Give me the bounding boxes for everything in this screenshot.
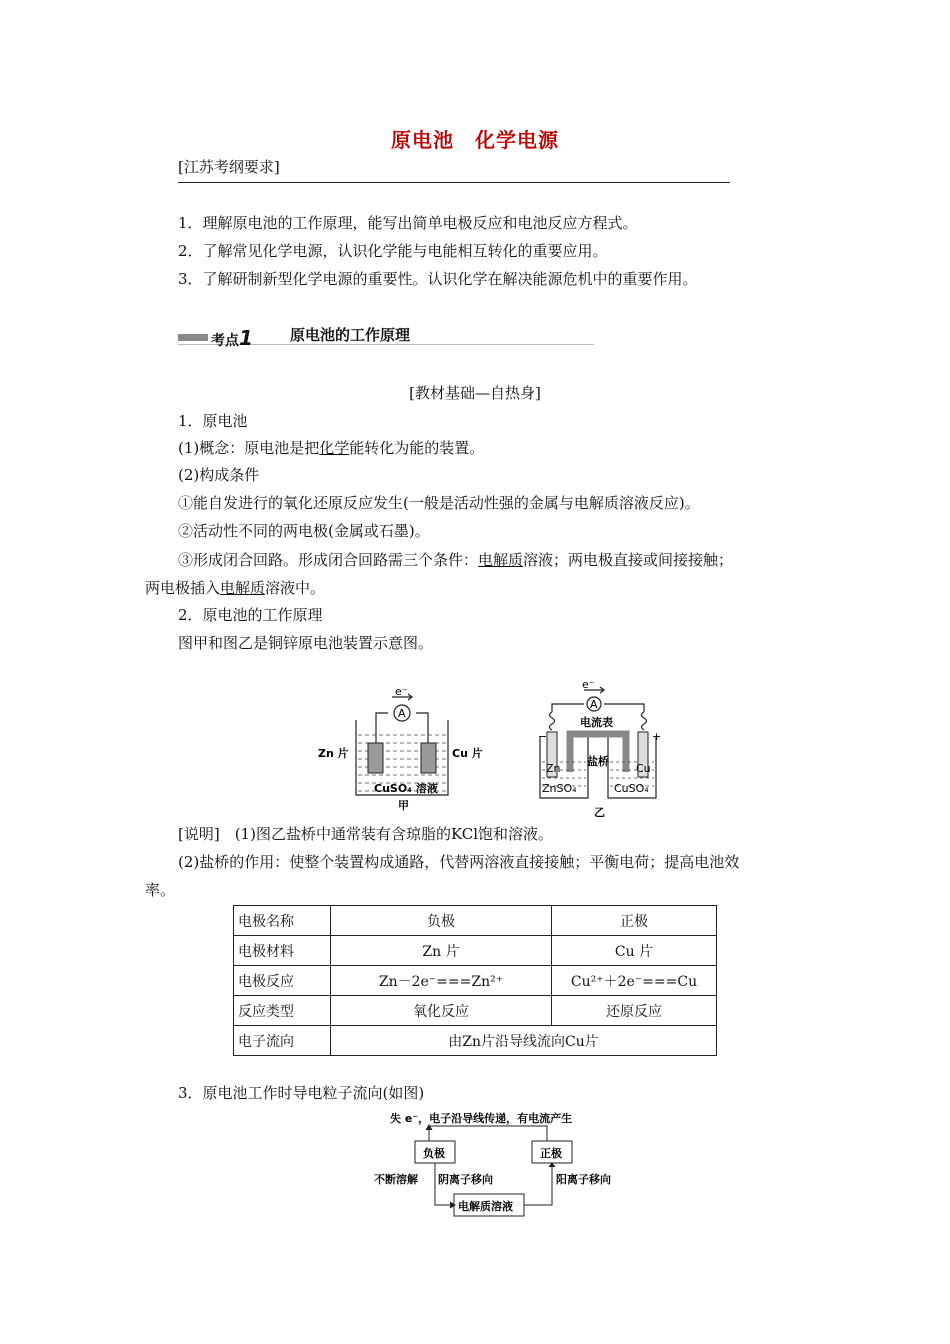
flow-cation: 阳离子移向 — [556, 1173, 611, 1186]
figure-caption: 乙 — [594, 806, 605, 819]
condition-3: ③形成闭合回路。形成闭合回路需三个条件：电解质溶液；两电极直接或间接接触； — [178, 551, 734, 569]
table-row — [234, 936, 717, 966]
plus-sign: + — [652, 730, 662, 743]
condition-2: ②活动性不同的两电极(金属或石墨)。 — [178, 522, 430, 540]
table-cell: 由Zn片沿导线流向Cu片 — [331, 1026, 717, 1056]
figure-yi — [532, 682, 667, 820]
divider — [178, 182, 730, 183]
table-row — [234, 1026, 717, 1056]
electrode-table — [233, 905, 717, 1056]
znso4-label: ZnSO₄ — [542, 782, 577, 795]
table-cell: 氧化反应 — [331, 996, 552, 1026]
section2-heading: 2．原电池的工作原理 — [178, 606, 323, 624]
zn-electrode — [368, 743, 383, 773]
minus-sign: − — [538, 730, 548, 743]
table-cell: Cu 片 — [552, 936, 717, 966]
cu-electrode — [421, 743, 436, 773]
requirement-item: 2．了解常见化学电源，认识化学能与电能相互转化的重要应用。 — [178, 242, 608, 260]
solution-label: CuSO₄ 溶液 — [374, 782, 438, 795]
table-row — [234, 966, 717, 996]
zn-label: Zn 片 — [318, 747, 349, 760]
note-2: (2)盐桥的作用：使整个装置构成通路，代替两溶液直接接触；平衡电荷；提高电池效 — [178, 853, 740, 871]
kaodian-title: 原电池的工作原理 — [290, 326, 411, 344]
cuso4-label: CuSO₄ — [614, 782, 649, 795]
page-title: 原电池 化学电源 — [391, 128, 559, 152]
table-cell: Cu²⁺＋2e⁻===Cu — [552, 966, 717, 996]
section3-heading: 3．原电池工作时导电粒子流向(如图) — [178, 1084, 425, 1102]
table-row — [234, 996, 717, 1026]
salt-bridge-label: 盐桥 — [587, 755, 609, 768]
figure-caption: 甲 — [398, 799, 409, 812]
meter-label: 电流表 — [580, 716, 613, 729]
table-cell: 反应类型 — [234, 996, 331, 1026]
zn-label: Zn — [546, 762, 561, 775]
flow-top-label: 失 e⁻，电子沿导线传递，有电流产生 — [390, 1112, 573, 1125]
electron-label: e⁻ — [395, 685, 408, 698]
table-cell: 电极名称 — [234, 906, 331, 936]
requirements-header: [江苏考纲要求] — [178, 158, 280, 176]
table-cell: 电极材料 — [234, 936, 331, 966]
table-cell: 电极反应 — [234, 966, 331, 996]
table-cell: Zn－2e⁻===Zn²⁺ — [331, 966, 552, 996]
flow-positive: 正极 — [540, 1147, 562, 1160]
section-subheader: [教材基础—自热身] — [409, 384, 541, 402]
ammeter-icon: A — [590, 698, 598, 711]
concept-line: (1)概念：原电池是把化学能转化为能的装置。 — [178, 439, 485, 457]
note-1: [说明] (1)图乙盐桥中通常装有含琼脂的KCl饱和溶液。 — [178, 825, 554, 843]
table-cell: 还原反应 — [552, 996, 717, 1026]
requirement-item: 3．了解研制新型化学电源的重要性。认识化学在解决能源危机中的重要作用。 — [178, 270, 698, 288]
kaodian-label: 考点1 — [211, 326, 253, 350]
flow-electrolyte: 电解质溶液 — [458, 1200, 513, 1213]
figure-jia — [316, 685, 496, 820]
electron-label: e⁻ — [582, 682, 595, 691]
ammeter-icon: A — [398, 707, 406, 720]
condition-3-cont: 两电极插入电解质溶液中。 — [145, 579, 326, 597]
requirement-item: 1．理解原电池的工作原理，能写出简单电极反应和电池反应方程式。 — [178, 214, 638, 232]
cu-label: Cu 片 — [452, 747, 483, 760]
table-row — [234, 906, 717, 936]
section2-intro: 图甲和图乙是铜锌原电池装置示意图。 — [178, 634, 434, 652]
note-2-cont: 率。 — [145, 881, 176, 899]
table-cell: 负极 — [331, 906, 552, 936]
cu-label: Cu — [636, 762, 651, 775]
table-cell: Zn 片 — [331, 936, 552, 966]
condition-1: ①能自发进行的氧化还原反应发生(一般是活动性强的金属与电解质溶液反应)。 — [178, 494, 700, 512]
table-cell: 正极 — [552, 906, 717, 936]
flow-negative: 负极 — [423, 1147, 445, 1160]
table-cell: 电子流向 — [234, 1026, 331, 1056]
kaodian-bar — [178, 334, 208, 341]
flow-diagram — [372, 1108, 622, 1226]
section1-heading: 1．原电池 — [178, 412, 248, 430]
flow-anion: 阴离子移向 — [438, 1173, 493, 1186]
flow-dissolve: 不断溶解 — [374, 1173, 418, 1186]
conditions-heading: (2)构成条件 — [178, 466, 260, 484]
